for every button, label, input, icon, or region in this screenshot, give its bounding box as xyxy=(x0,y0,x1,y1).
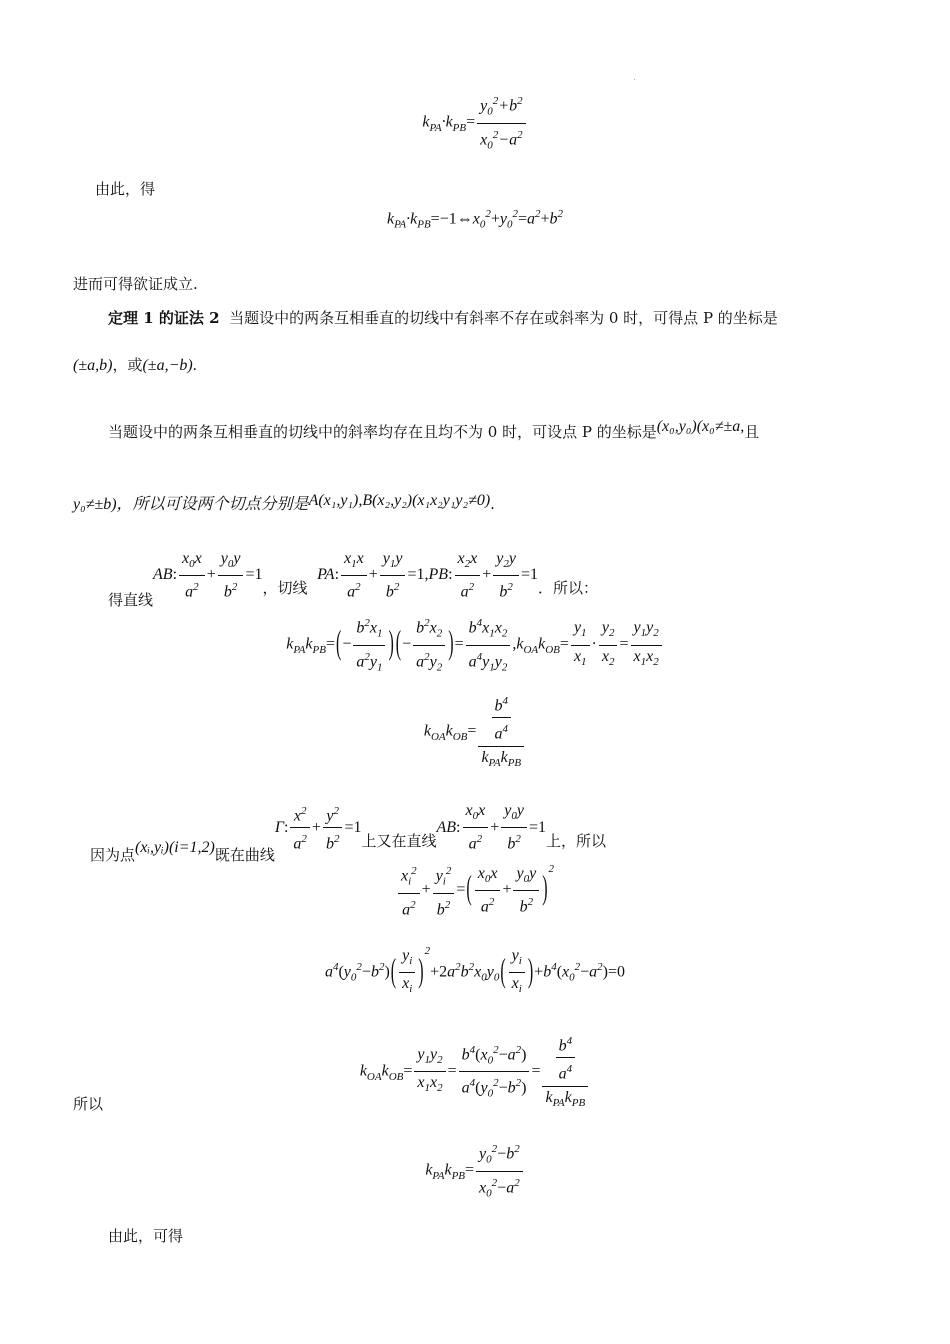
equation-squared-identity: $\frac{x_i^2}{a^2}$ + $\frac{y_i^2}{b^2}$ =( $\frac{x_0x}{a^2}$ + $\frac{y_0y}{b^2}$ )$^2$ xyxy=(0,860,950,921)
equation-koa-kob: $k_{OA}k_{OB}=$ $\frac{\frac{b^4}{a^4}}{k_{PA}k_{PB}}$ xyxy=(0,690,950,774)
proof2-heading: 定理 1 的证法 2 xyxy=(108,309,220,327)
tangent-lines-line xyxy=(108,548,599,610)
para2-line2-text: y₀≠±b)，所以可设两个切点分别是 xyxy=(73,496,309,513)
yinwei-line xyxy=(90,800,607,864)
line-ab-equation: AB: $\frac{x_0x}{a^2}$ + $\frac{y_0y}{b^2}$ =1 xyxy=(153,550,263,601)
suffix-suoyi: ．所以： xyxy=(538,579,599,598)
or-word: ，或 xyxy=(112,356,143,374)
yinwei-point: (xᵢ,yᵢ)(i=1,2) xyxy=(135,838,215,856)
para2-line2 xyxy=(73,491,495,514)
curve-gamma-equation: Γ: $\frac{x^2}{a^2}$ + $\frac{y^2}{b^2}$ =1 xyxy=(275,819,362,836)
yinwei-suffix: 上，所以 xyxy=(546,831,607,850)
para2-coords: (x₀,y₀)(x₀≠±a, xyxy=(656,418,745,435)
line-ab-equation-2: AB: $\frac{x_0x}{a^2}$ + $\frac{y_0y}{b^2}$ =1 xyxy=(436,802,546,853)
equation-perpendicular-condition: $k_{PA}\cdot k_{PB}=-1\Leftrightarrow x_0^2+y_0^2=a^2+b^2$ xyxy=(386,208,564,231)
yinwei-mid2: 上又在直线 xyxy=(361,831,437,850)
proof2-text: 当题设中的两条互相垂直的切线中有斜率不存在或斜率为 0 时，可得点 P 的坐标是 xyxy=(229,309,778,327)
para2-text: 当题设中的两条互相垂直的切线中的斜率均存在且均不为 0 时，可设点 P 的坐标是 xyxy=(108,423,657,441)
proof2-line xyxy=(108,307,778,328)
para2-points: A(x₁,y₁),B(x₂,y₂)(x₁x₂y₁y₂≠0) xyxy=(308,492,491,509)
equation-koa-kob-chain: $k_{OA}k_{OB}=$ $\frac{y_1y_2}{x_1x_2}$ = $\frac{b^4(x_0^2-a^2)}{a^4(y_0^2-b^2)}$ = $\frac{\frac{b^4}{a^4}}{k_{PA}k_{PB}}$ xyxy=(0,1030,950,1114)
yinwei-mid1: 既在曲线 xyxy=(214,845,275,864)
stray-dot xyxy=(634,79,635,80)
equation-quadratic: $a^4(y_0^2-b^2)$( $\frac{y_i}{x_i}$ )$^2+2a^2b^2x_0y_0$( $\frac{y_i}{x_i}$ )$+b^4(x_0^2-a^2)=0$ xyxy=(324,945,626,996)
coords-b: (±a,−b) xyxy=(142,357,193,374)
equation-kpa-kpb-product: $k_{PA}k_{PB}=(-$ $\frac{b^2x_1}{a^2y_1}$ ) (− $\frac{b^2x_2}{a^2y_2}$ )= $\frac{b^4x_1x_2}{a^4y_1y_2}$ $,k_{OA}k_{OB}=$ $\frac{y_1}{x_1}$ · $\frac{y_2}{x_2}$ = $\frac{y_1y_2}{x_1x_2}$ xyxy=(0,612,950,678)
prefix-de-zhixian: 得直线 xyxy=(108,591,154,610)
proof2-coords-line xyxy=(73,354,197,375)
para2-line1 xyxy=(108,418,760,442)
period2: . xyxy=(490,495,495,513)
coords-a: (±a,b) xyxy=(73,357,113,374)
text-suoyi: 所以 xyxy=(73,1095,104,1113)
yinwei-prefix: 因为点 xyxy=(90,845,136,864)
mid-qiexian: ，切线 xyxy=(262,579,308,598)
text-jin-er: 进而可得欲证成立. xyxy=(73,275,198,293)
equation-kpa-kpb-final: $k_{PA}k_{PB}=$ $\frac{y_0^2-b^2}{x_0^2-a^2}$ xyxy=(0,1138,950,1204)
para2-qie: 且 xyxy=(744,423,760,441)
period: . xyxy=(192,357,197,374)
equation-kpa-kpb-ratio: $k_{PA}\cdot k_{PB}=$ $\frac{y_0^2+b^2}{x_0^2-a^2}$ xyxy=(0,90,950,156)
tangent-pa-pb-equations: PA: $\frac{x_1x}{a^2}$ + $\frac{y_1y}{b^2}$ =1,PB: $\frac{x_2x}{a^2}$ + $\frac{y_2y}{b^2}$ =1 xyxy=(317,550,539,601)
text-youci-kede: 由此，可得 xyxy=(108,1227,184,1245)
text-youci-de: 由此，得 xyxy=(95,180,156,198)
